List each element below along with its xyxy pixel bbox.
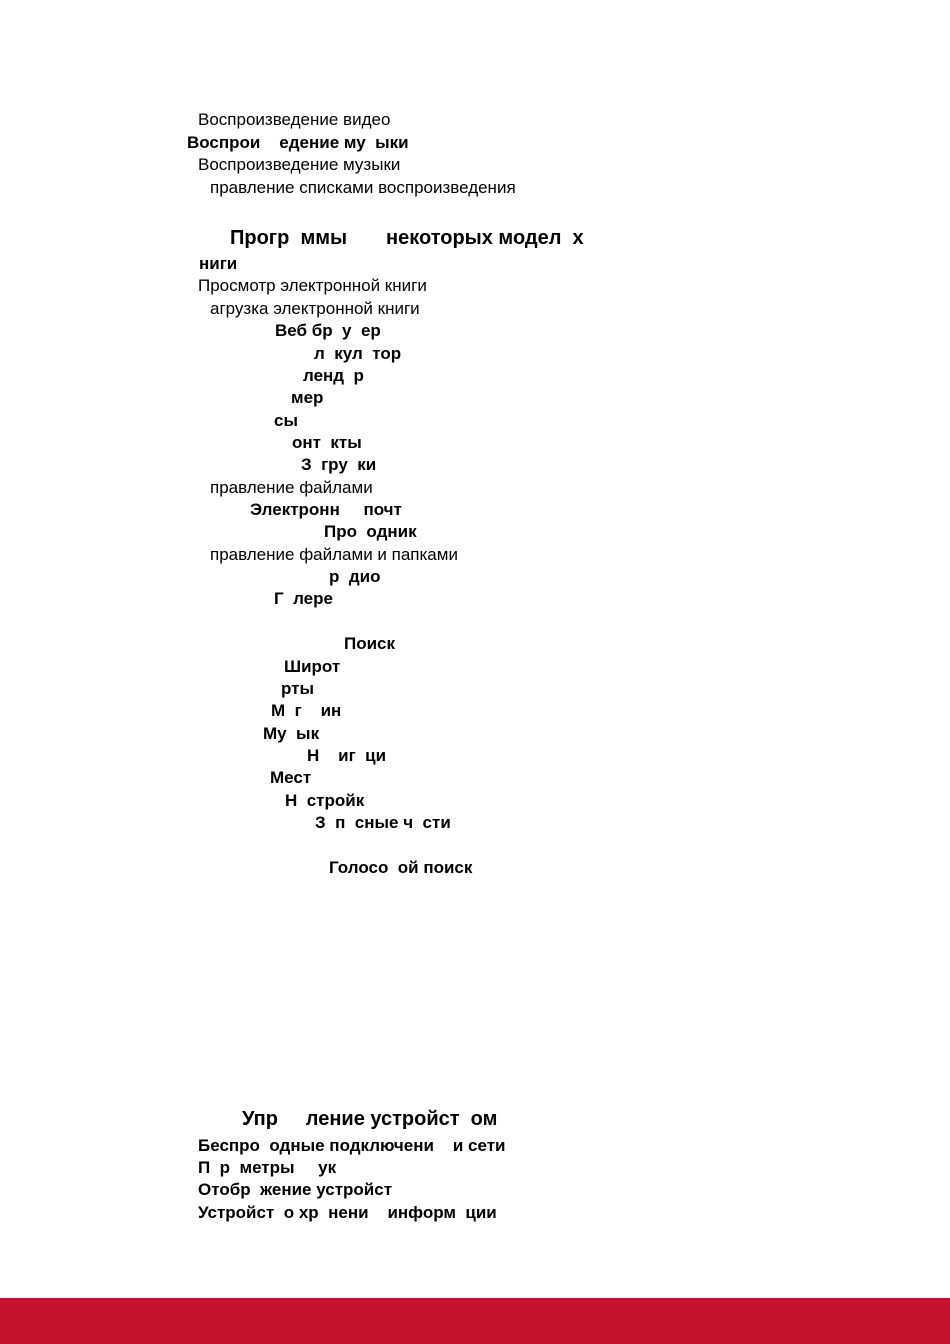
- text-line: мер: [291, 388, 324, 407]
- text-line: Н иг ци: [307, 746, 387, 765]
- text-line: Мест: [270, 768, 312, 787]
- text-line: правление списками воспроизведения: [210, 178, 516, 197]
- text-line: Воспроизведение музыки: [198, 155, 401, 174]
- text-line: правление файлами: [210, 478, 373, 497]
- text-line: правление файлами и папками: [210, 545, 458, 564]
- text-line: ниги: [199, 254, 238, 273]
- text-line: Устройст о хр нени информ ции: [198, 1203, 497, 1222]
- text-line: Беспро одные подключени и сети: [198, 1136, 506, 1155]
- text-line: онт кты: [292, 433, 362, 452]
- text-line: ленд р: [303, 366, 364, 385]
- text-line: Г лере: [274, 589, 333, 608]
- text-line: л кул тор: [314, 344, 402, 363]
- text-line: р дио: [329, 567, 381, 586]
- text-line: Му ык: [263, 724, 320, 743]
- footer-bar: [0, 1298, 950, 1344]
- text-line: агрузка электронной книги: [210, 299, 420, 318]
- text-line: Поиск: [344, 634, 396, 653]
- text-line: П р метры ук: [198, 1158, 337, 1177]
- text-line: Воспрои едение му ыки: [187, 133, 409, 152]
- text-line: Отобр жение устройст: [198, 1180, 393, 1199]
- text-line: Веб бр у ер: [275, 321, 381, 340]
- text-line: Воспроизведение видео: [198, 110, 391, 129]
- text-line: Просмотр электронной книги: [198, 276, 427, 295]
- text-line: Про одник: [324, 522, 417, 541]
- text-line: сы: [274, 411, 298, 430]
- section-heading: Упр ление устройст ом: [242, 1108, 498, 1130]
- text-line: Электронн почт: [250, 500, 402, 519]
- text-line: Н стройк: [285, 791, 365, 810]
- text-line: Голосо ой поиск: [329, 858, 473, 877]
- section-heading: Прогр ммы некоторых модел х: [230, 227, 584, 249]
- text-line: З гру ки: [301, 455, 377, 474]
- text-line: З п сные ч сти: [315, 813, 451, 832]
- text-line: рты: [281, 679, 315, 698]
- text-line: Широт: [284, 657, 341, 676]
- text-line: М г ин: [271, 701, 342, 720]
